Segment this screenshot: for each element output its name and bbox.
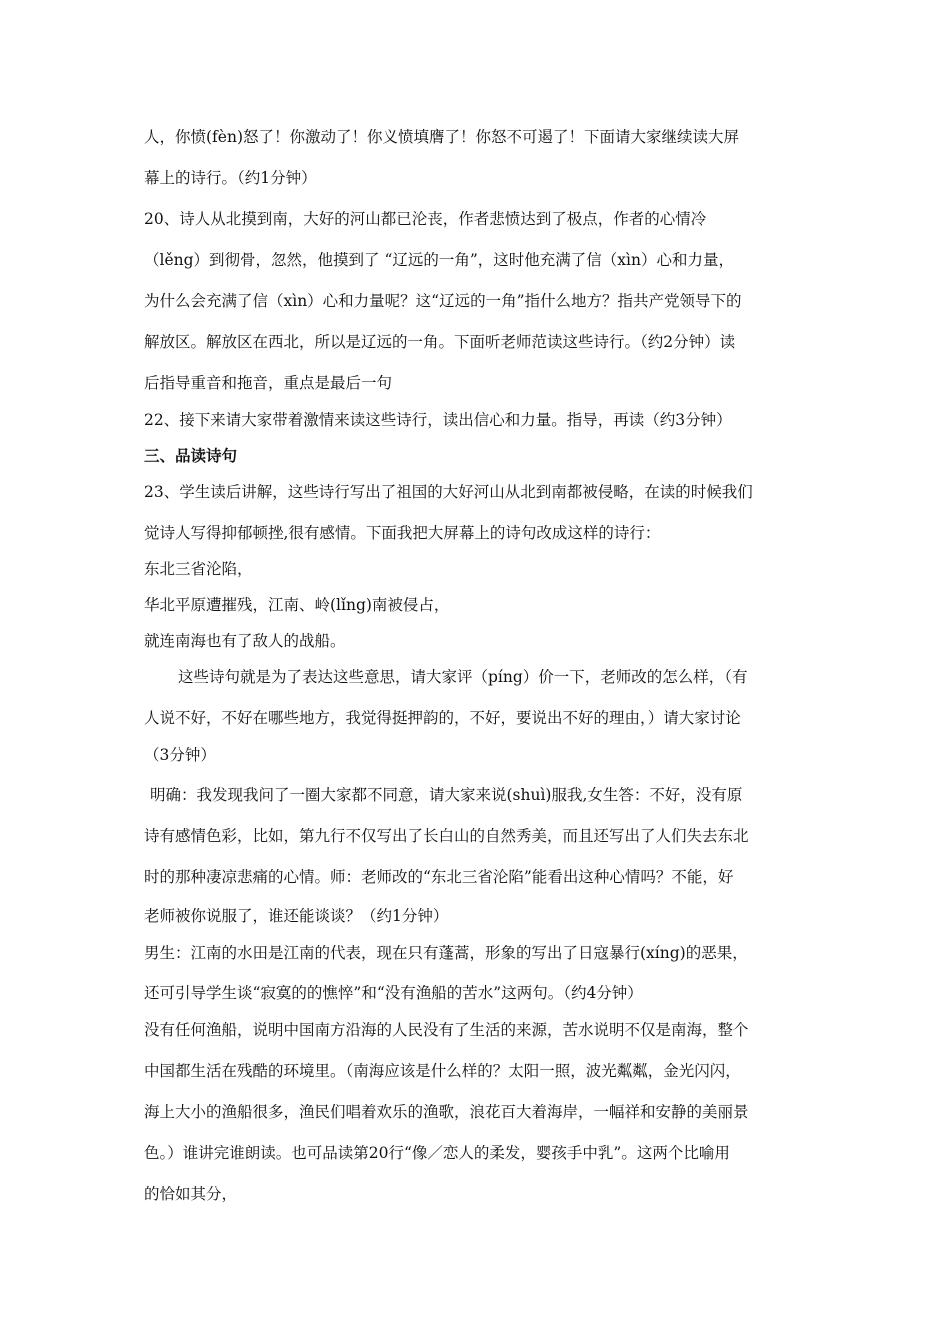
text-line: 这些诗句就是为了表达这些意思，请大家评（píng）价一下，老师改的怎么样，（有 [178,668,748,686]
text-line: 解放区。解放区在西北，所以是辽远的一角。下面听老师范读这些诗行。（约2分钟）读 [144,333,736,351]
text-line: 中国都生活在残酷的环境里。（南海应该是什么样的？太阳一照，波光粼粼，金光闪闪， [144,1062,741,1080]
text-line: 人，你愤(fèn)怒了！你激动了！你义愤填膺了！你怒不可遏了！下面请大家继续读大屏 [144,128,739,146]
text-line: 时的那种凄凉悲痛的心情。师：老师改的“东北三省沦陷”能看出这种心情吗？不能，好 [144,868,734,886]
text-line: 23、学生读后讲解，这些诗行写出了祖国的大好河山从北到南都被侵略，在读的时候我们 [144,483,753,501]
text-line: （lěng）到彻骨，忽然，他摸到了 “辽远的一角”，这时他充满了信（xìn）心和力量， [144,251,734,269]
poem-line: 东北三省沦陷， [144,560,253,578]
text-line: 22、接下来请大家带着激情来读这些诗行，读出信心和力量。指导，再读（约3分钟） [144,411,732,429]
text-line: 诗有感情色彩，比如，第九行不仅写出了长白山的自然秀美，而且还写出了人们失去东北 [144,827,749,845]
text-line: 的恰如其分， [144,1185,238,1203]
text-line: 幕上的诗行。（约1分钟） [144,169,317,187]
poem-line: 就连南海也有了敌人的战船。 [144,632,346,650]
text-line: 明确：我发现我问了一圈大家都不同意，请大家来说(shuì)服我,女生答：不好，没有原 [150,786,743,804]
poem-line: 华北平原遭摧残，江南、岭(lǐng)南被侵占， [144,596,450,614]
text-line: 人说不好，不好在哪些地方，我觉得挺押韵的，不好，要说出不好的理由，）请大家讨论 [144,709,741,727]
text-line: 老师被你说服了，谁还能谈谈？（约1分钟） [144,907,449,925]
section-heading: 三、品读诗句 [144,446,238,465]
text-line: 后指导重音和拖音，重点是最后一句 [144,374,393,392]
text-line: 20、诗人从北摸到南，大好的河山都已沦丧，作者悲愤达到了极点，作者的心情冷 [144,210,707,228]
text-line: 色。）谁讲完谁朗读。也可品读第20行“像／恋人的柔发，婴孩手中乳”。这两个比喻用 [144,1144,730,1162]
text-line: 男生：江南的水田是江南的代表，现在只有蓬蒿，形象的写出了日寇暴行(xíng)的恶果， [144,944,748,962]
text-line: 觉诗人写得抑郁顿挫,很有感情。下面我把大屏幕上的诗句改成这样的诗行： [144,524,661,542]
text-line: 没有任何渔船，说明中国南方沿海的人民没有了生活的来源，苦水说明不仅是南海，整个 [144,1021,749,1039]
text-line: 为什么会充满了信（xìn）心和力量呢？这“辽远的一角”指什么地方？指共产党领导下的 [144,292,742,310]
text-line: 还可引导学生谈“寂寞的的憔悴”和“没有渔船的苦水”这两句。（约4分钟） [144,984,643,1002]
text-line: （3分钟） [144,746,216,764]
text-line: 海上大小的渔船很多，渔民们唱着欢乐的渔歌，浪花百大着海岸，一幅祥和安静的美丽景 [144,1103,749,1121]
